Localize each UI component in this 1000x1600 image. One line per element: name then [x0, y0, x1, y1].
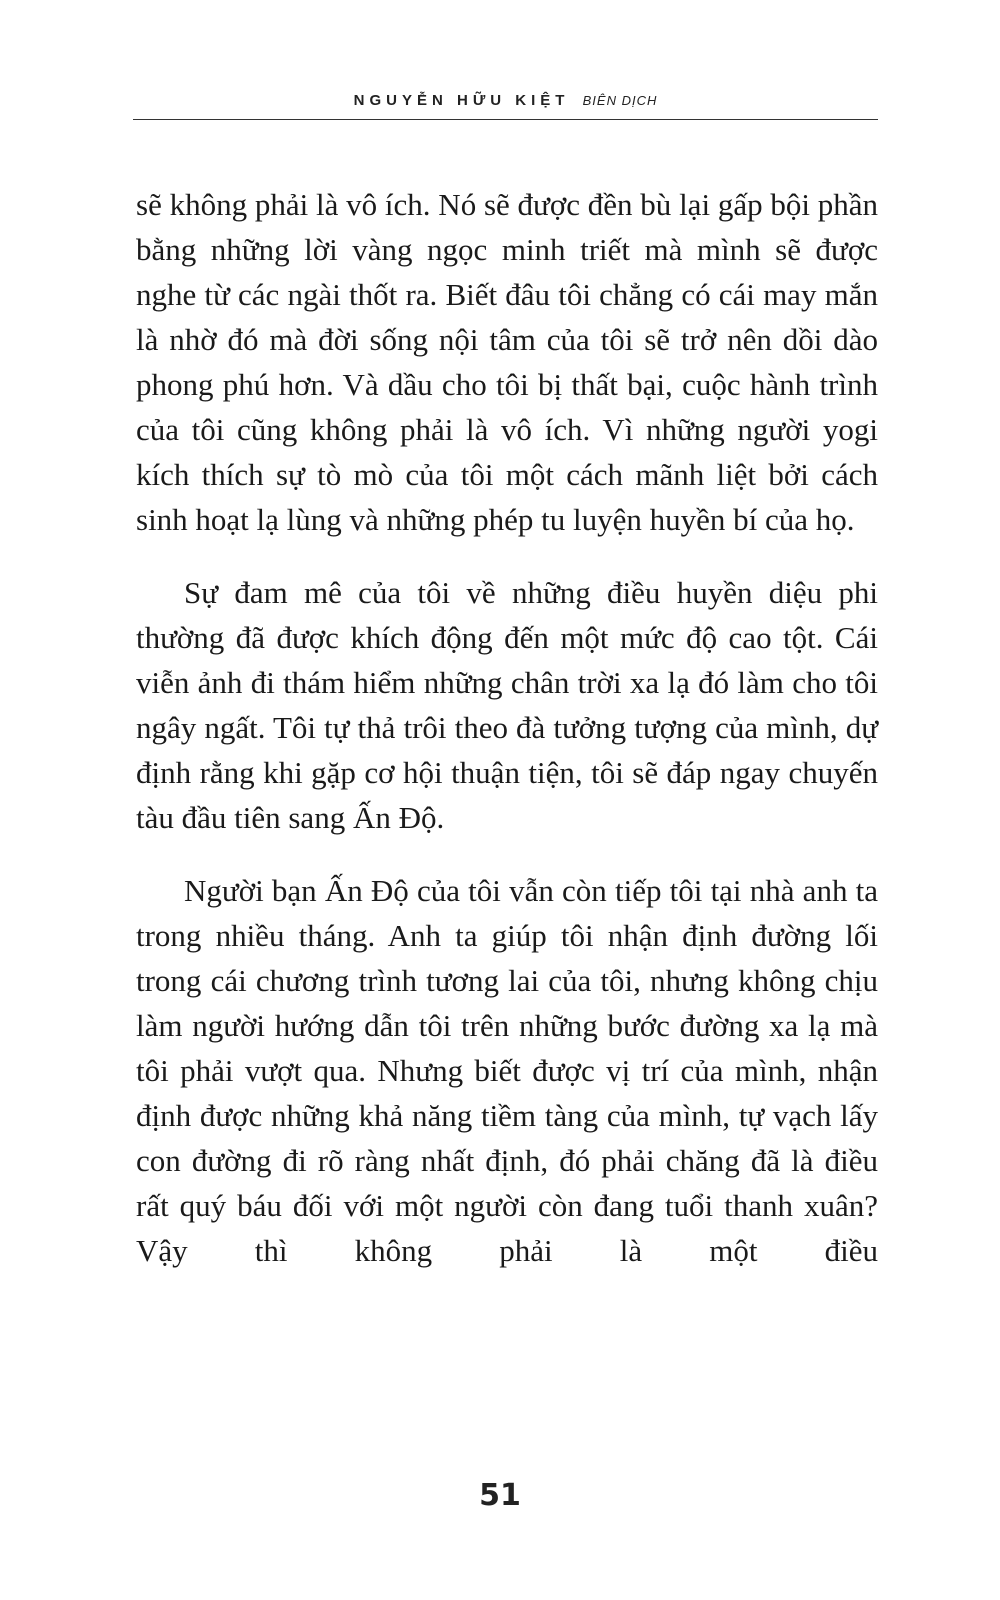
header-author: NGUYỄN HỮU KIỆT	[353, 92, 570, 109]
paragraph-1: sẽ không phải là vô ích. Nó sẽ được đền bù lại gấp bội phần bằng những lời vàng ngọc minh triết mà mình sẽ được nghe từ các ngài thốt ra. Biết đâu tôi chẳng có cái may mắn là nhờ đó mà đời sống nội tâm của tôi sẽ trở nên dồi dào phong phú hơn. Và dầu cho tôi bị thất bại, cuộc hành trình của tôi cũng không phải là vô ích. Vì những người yogi kích thích sự tò mò của tôi một cách mãnh liệt bởi cách sinh hoạt lạ lùng và những phép tu luyện huyền bí của họ.	[136, 187, 878, 537]
running-header	[133, 92, 878, 109]
paragraph-3: Người bạn Ấn Độ của tôi vẫn còn tiếp tôi tại nhà anh ta trong nhiều tháng. Anh ta giúp tôi nhận định đường lối trong cái chương trình tương lai của tôi, nhưng không chịu làm người hướng dẫn tôi trên những bước đường xa lạ mà tôi phải vượt qua. Nhưng biết được vị trí của mình, nhận định được những khả năng tiềm tàng của mình, tự vạch lấy con đường đi rõ ràng nhất định, đó phải chăng đã là điều rất quý báu đối với một người còn đang tuổi thanh xuân? Vậy thì không phải là một điều	[136, 873, 878, 1268]
header-role: BIÊN DỊCH	[582, 93, 658, 108]
header-rule	[133, 119, 878, 120]
paragraph-2: Sự đam mê của tôi về những điều huyền diệu phi thường đã được khích động đến một mức độ cao tột. Cái viễn ảnh đi thám hiểm những chân trời xa lạ đó làm cho tôi ngây ngất. Tôi tự thả trôi theo đà tưởng tượng của mình, dự định rằng khi gặp cơ hội thuận tiện, tôi sẽ đáp ngay chuyến tàu đầu tiên sang Ấn Độ.	[136, 575, 878, 835]
body-text	[136, 182, 878, 1301]
page-number: 51	[479, 1478, 521, 1513]
